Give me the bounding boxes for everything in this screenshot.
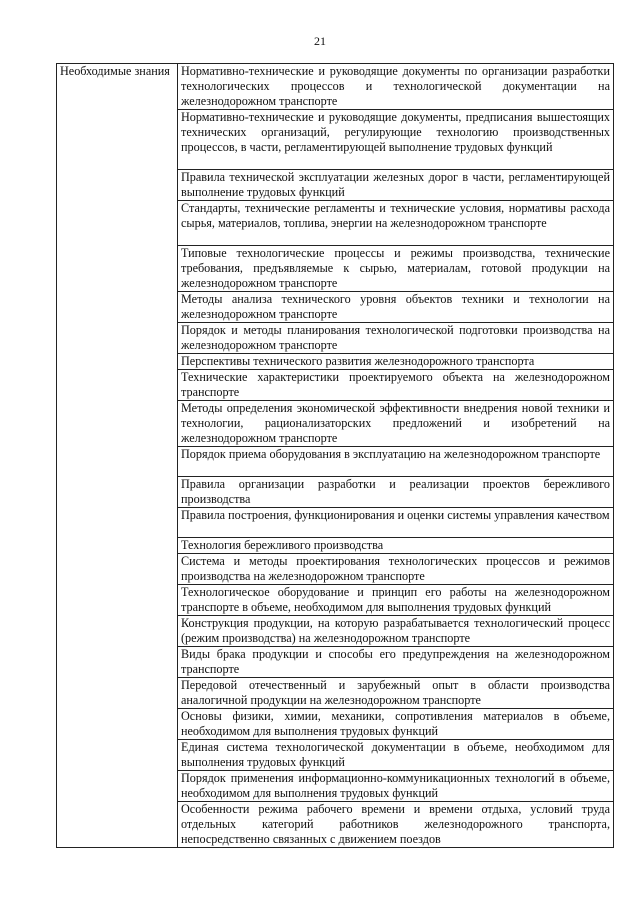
knowledge-item: Правила технической эксплуатации железных дорог в части, регламентирующей выполнение трудовых функций [178, 170, 614, 201]
knowledge-item: Правила построения, функционирования и оценки системы управления качеством [178, 508, 614, 538]
knowledge-item: Порядок и методы планирования технологической подготовки производства на железнодорожном транспорте [178, 323, 614, 354]
knowledge-item: Порядок применения информационно-коммуникационных технологий в объеме, необходимом для выполнения трудовых функций [178, 771, 614, 802]
knowledge-item: Нормативно-технические и руководящие документы по организации разработки технологических процессов и технологической документации на железнодорожном транспорте [178, 64, 614, 110]
knowledge-item: Нормативно-технические и руководящие документы, предписания вышестоящих технических организаций, регулирующие технологию производственных процессов, в части, регламентирующей выполнение трудовых функций [178, 110, 614, 170]
knowledge-item: Передовой отечественный и зарубежный опыт в области производства аналогичной продукции на железнодорожном транспорте [178, 678, 614, 709]
knowledge-item: Виды брака продукции и способы его предупреждения на железнодорожном транспорте [178, 647, 614, 678]
knowledge-item: Порядок приема оборудования в эксплуатацию на железнодорожном транспорте [178, 447, 614, 477]
knowledge-item: Особенности режима рабочего времени и времени отдыха, условий труда отдельных категорий работников железнодорожного транспорта, непосредственно связанных с движением поездов [178, 802, 614, 848]
knowledge-item: Конструкция продукции, на которую разрабатывается технологический процесс (режим производства) на железнодорожном транспорте [178, 616, 614, 647]
knowledge-item: Технологическое оборудование и принцип его работы на железнодорожном транспорте в объеме, необходимом для выполнения трудовых функций [178, 585, 614, 616]
knowledge-item: Основы физики, химии, механики, сопротивления материалов в объеме, необходимом для выполнения трудовых функций [178, 709, 614, 740]
knowledge-item: Система и методы проектирования технологических процессов и режимов производства на железнодорожном транспорте [178, 554, 614, 585]
knowledge-item: Методы определения экономической эффективности внедрения новой техники и технологии, рационализаторских предложений и изобретений на железнодорожном транспорте [178, 401, 614, 447]
knowledge-table [56, 63, 614, 848]
knowledge-item: Технические характеристики проектируемого объекта на железнодорожном транспорте [178, 370, 614, 401]
row-label-cell: Необходимые знания [57, 64, 178, 848]
knowledge-item: Стандарты, технические регламенты и технические условия, нормативы расхода сырья, материалов, топлива, энергии на железнодорожном транспорте [178, 201, 614, 246]
knowledge-item: Технология бережливого производства [178, 538, 614, 554]
knowledge-item: Правила организации разработки и реализации проектов бережливого производства [178, 477, 614, 508]
knowledge-item: Перспективы технического развития железнодорожного транспорта [178, 354, 614, 370]
knowledge-item: Единая система технологической документации в объеме, необходимом для выполнения трудовых функций [178, 740, 614, 771]
page-number: 21 [314, 34, 326, 48]
table-row [57, 64, 614, 110]
knowledge-item: Типовые технологические процессы и режимы производства, технические требования, предъявляемые к сырью, материалам, готовой продукции на железнодорожном транспорте [178, 246, 614, 292]
knowledge-item: Методы анализа технического уровня объектов техники и технологии на железнодорожном транспорте [178, 292, 614, 323]
